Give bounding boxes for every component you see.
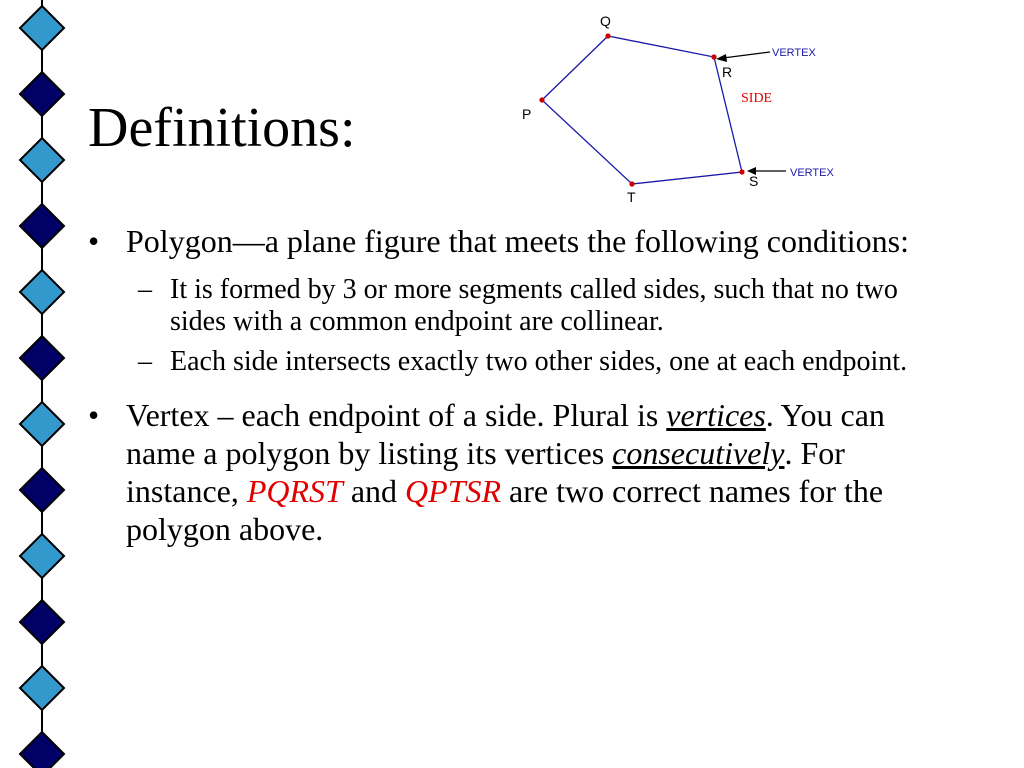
bullet-mark: • — [88, 223, 100, 259]
bullet-text: Polygon—a plane figure that meets the following conditions: — [126, 223, 909, 259]
border-diamond-icon — [20, 402, 64, 446]
vertex-dot-r — [711, 54, 716, 59]
arrow-head-r-icon — [716, 54, 727, 62]
bullet-polygon-definition — [88, 222, 948, 260]
border-diamond-icon — [20, 204, 64, 248]
side-label: SIDE — [741, 91, 773, 106]
border-diamond-icon — [20, 534, 64, 578]
vertex-label-s: S — [749, 173, 759, 189]
vertex-label-q: Q — [600, 13, 611, 29]
sub-bullet-mark: – — [138, 274, 152, 305]
polygon-name-qptsr: QPTSR — [405, 473, 502, 509]
text-run: and — [342, 473, 406, 509]
vertex-dot-s — [739, 169, 744, 174]
vertex-label-t: T — [627, 189, 636, 205]
text-run: are two correct names for the polygon above. — [126, 473, 884, 547]
border-diamond-icon — [20, 72, 64, 116]
vertex-arrow-r — [723, 52, 770, 58]
border-diamond-icon — [20, 468, 64, 512]
sub-bullet-mark: – — [138, 346, 152, 377]
text-run: Vertex – each endpoint of a side. Plural is — [126, 397, 667, 433]
text-run: . For instance, — [126, 435, 845, 509]
vertex-label-r: R — [722, 64, 733, 80]
sub-bullet-segments — [88, 274, 948, 338]
vertex-callout-r: VERTEX — [772, 47, 816, 59]
border-diamond-icon — [20, 666, 64, 710]
decorative-diamond-border — [0, 0, 90, 768]
slide-title: Definitions: — [88, 97, 356, 159]
vertex-dot-p — [539, 97, 544, 102]
polygon-name-pqrst: PQRST — [246, 473, 343, 509]
bullet-mark: • — [88, 397, 100, 433]
border-diamond-icon — [20, 336, 64, 380]
border-diamond-icon — [20, 732, 64, 768]
text-run: . You can name a polygon by listing its vertices — [126, 397, 885, 471]
bullet-vertex-definition — [88, 396, 948, 548]
term-vertices: vertices — [666, 397, 766, 433]
polygon-diagram — [490, 0, 870, 220]
border-diamond-icon — [20, 138, 64, 182]
border-diamond-icon — [20, 600, 64, 644]
vertex-label-p: P — [522, 106, 532, 122]
border-diamond-icon — [20, 6, 64, 50]
sub-bullet-intersection — [88, 346, 948, 378]
vertex-dot-t — [629, 181, 634, 186]
slide-body — [88, 222, 948, 562]
term-consecutively: consecutively — [612, 435, 785, 471]
sub-bullet-text: Each side intersects exactly two other sides, one at each endpoint. — [170, 346, 908, 377]
vertex-dot-q — [605, 33, 610, 38]
vertex-callout-s: VERTEX — [790, 167, 834, 179]
sub-bullet-text: It is formed by 3 or more segments called sides, such that no two sides with a common endpoint are collinear. — [170, 274, 898, 337]
border-diamond-icon — [20, 270, 64, 314]
